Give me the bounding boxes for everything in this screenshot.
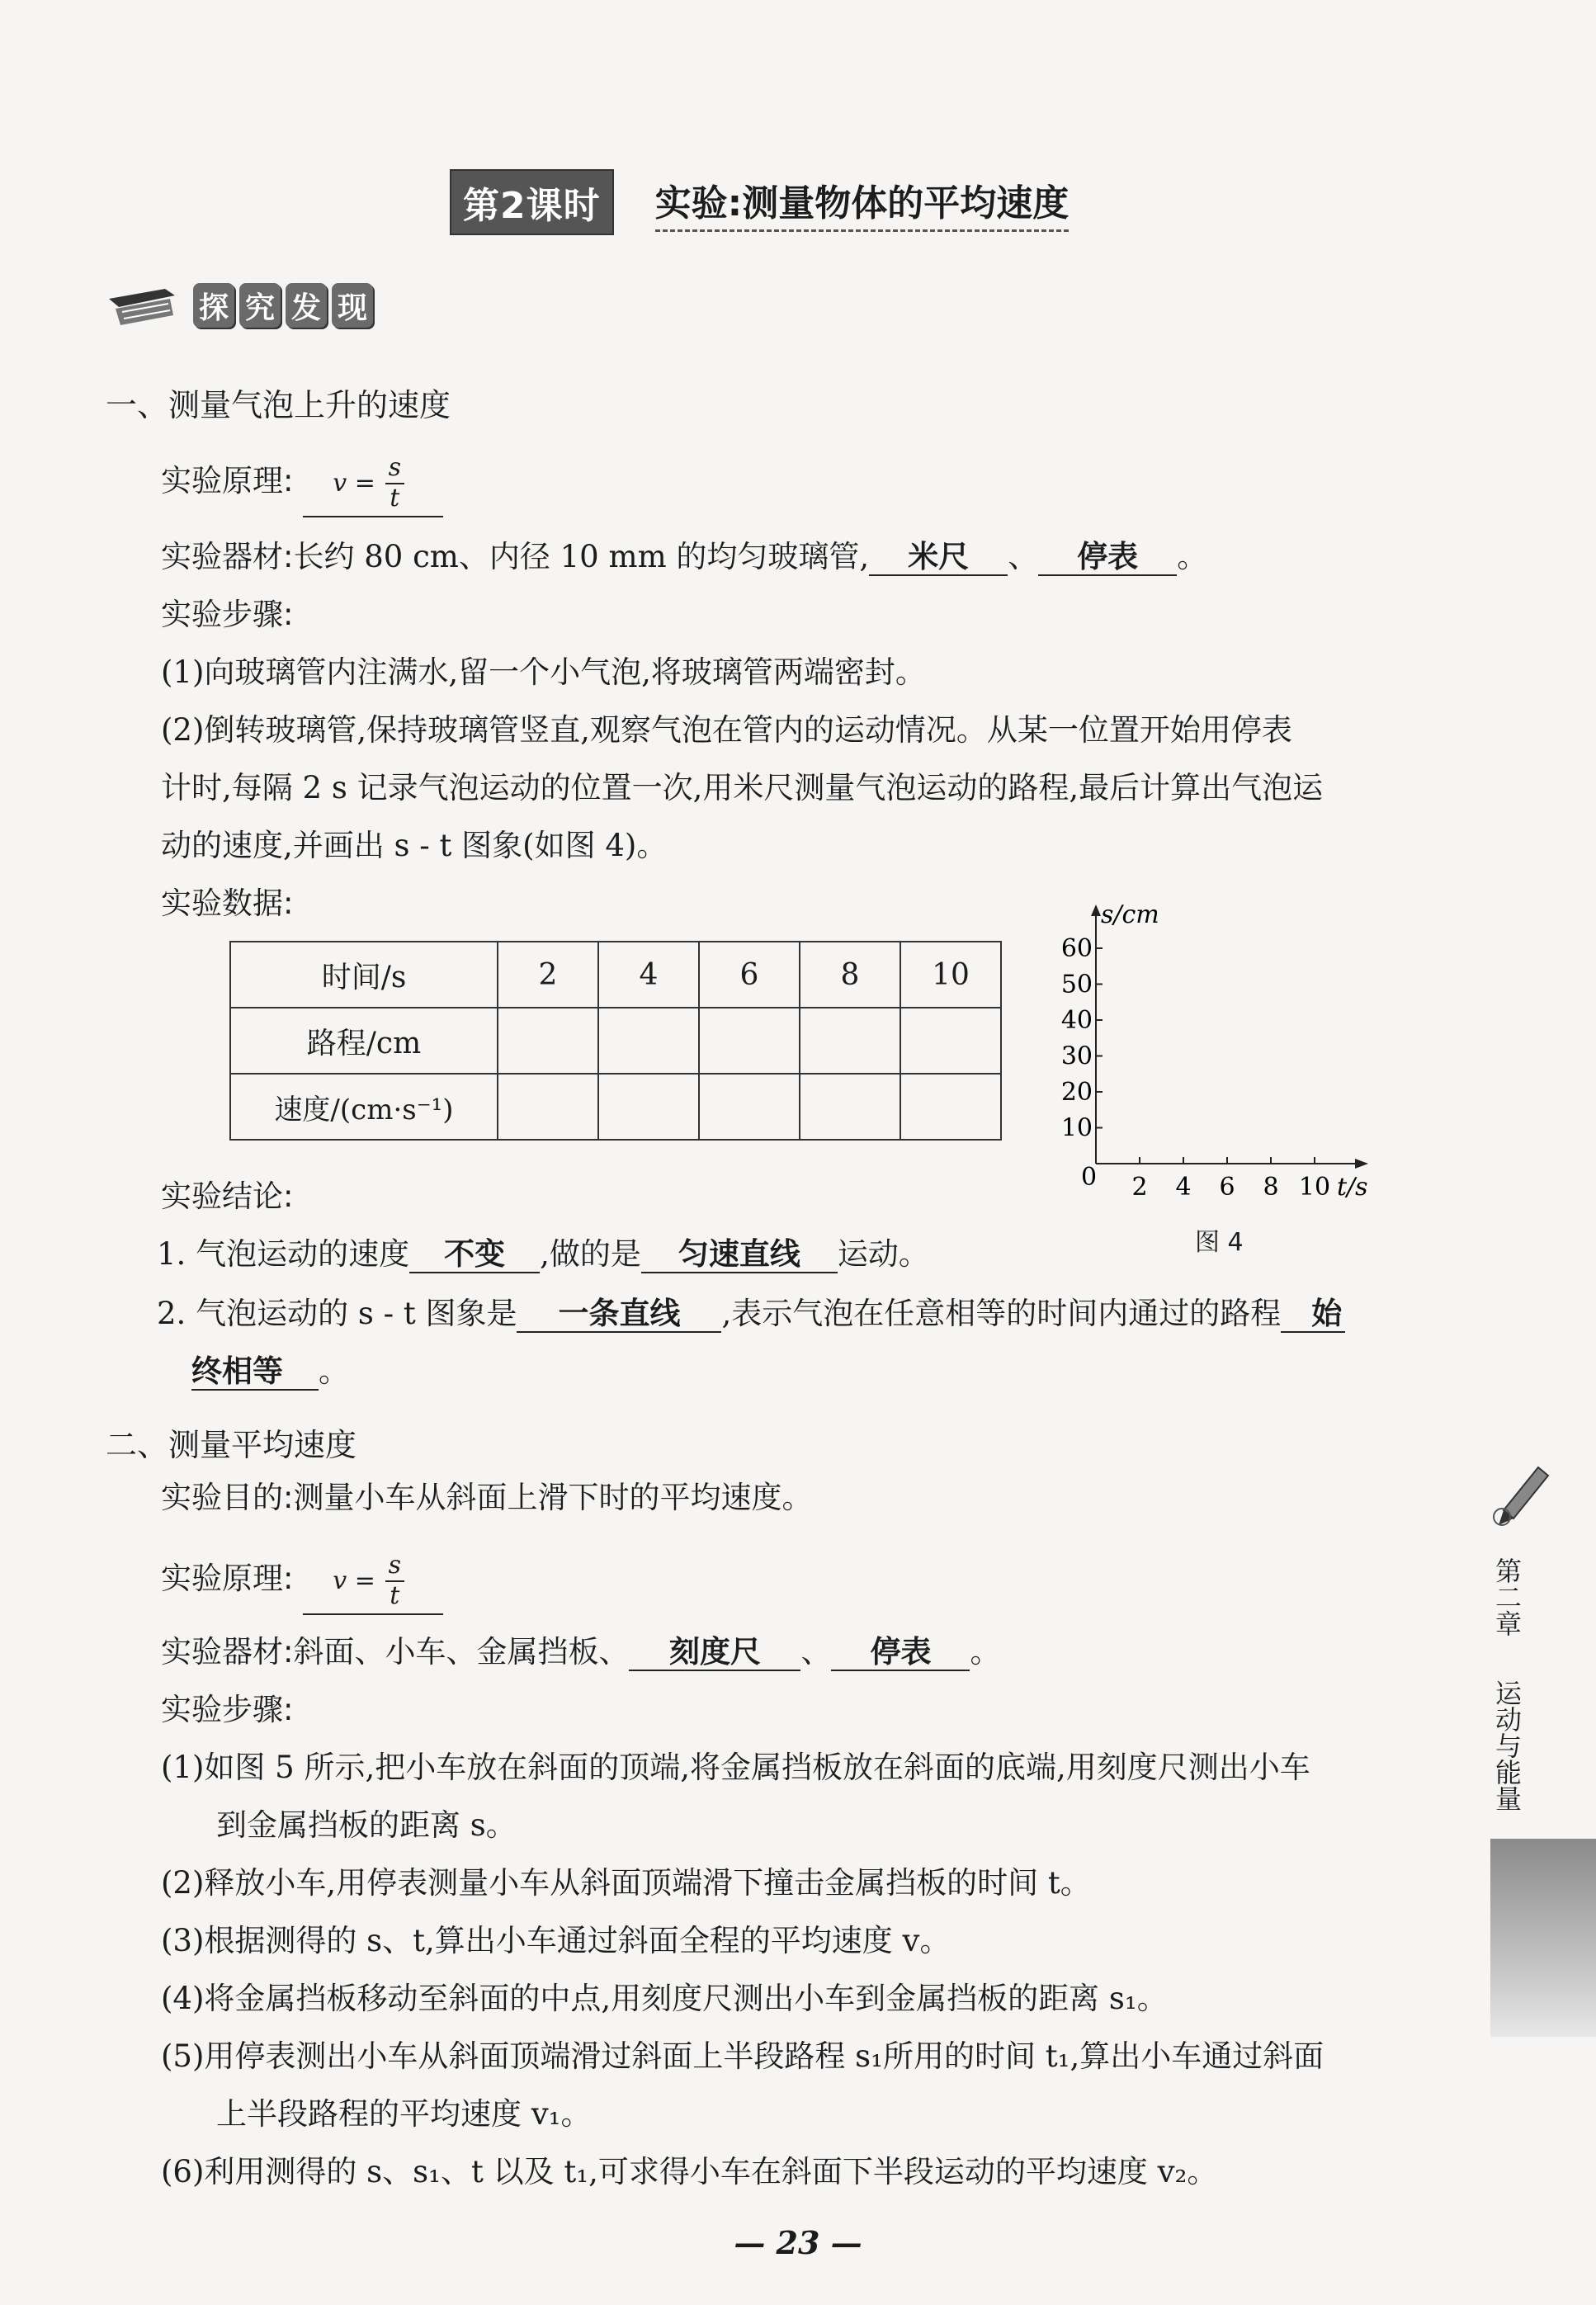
explore-char: 发: [286, 283, 327, 328]
x-axis-arrow: [1355, 1159, 1368, 1169]
sidebar-chapter: [1490, 1547, 1523, 1828]
materials-label: 实验器材:: [161, 1634, 294, 1670]
materials-label: 实验器材:: [161, 539, 294, 574]
principle-formula: [303, 454, 443, 517]
empty-cell: [498, 1074, 598, 1140]
step-text: (3)根据测得的 s、t,算出小车通过斜面全程的平均速度 v。: [161, 1923, 951, 1958]
y-tick-label: 30: [1060, 1042, 1093, 1071]
c2-post: 。: [319, 1353, 349, 1389]
x-tick-label: 10: [1298, 1173, 1331, 1202]
chapter-tab: [1490, 1839, 1596, 2037]
time-cell: 10: [900, 942, 1001, 1008]
section2-heading: 二、测量平均速度: [106, 1427, 357, 1463]
pencil-icon: [1487, 1452, 1561, 1527]
y-tick-label: 40: [1060, 1006, 1093, 1035]
conclusion-2-cont: [191, 1355, 349, 1391]
empty-cell: [800, 1008, 900, 1074]
end-mark: 。: [970, 1634, 1001, 1670]
answer-blank: 停表: [831, 1636, 970, 1671]
time-cell: 4: [598, 942, 699, 1008]
empty-cell: [598, 1008, 699, 1074]
answer-blank: 始: [1281, 1297, 1345, 1333]
lesson-title: 实验:测量物体的平均速度: [655, 173, 1070, 232]
separator: 、: [1008, 539, 1039, 574]
pen-book-icon: [107, 281, 182, 330]
row-header: 速度/(cm·s⁻¹): [230, 1074, 498, 1140]
c1-mid: ,做的是: [540, 1236, 641, 1272]
materials-text: 长约 80 cm、内径 10 mm 的均匀玻璃管,: [293, 539, 870, 574]
section1-heading: 一、测量气泡上升的速度: [106, 387, 451, 423]
section2-materials: [161, 1636, 1000, 1671]
step-text: (4)将金属挡板移动至斜面的中点,用刻度尺测出小车到金属挡板的距离 s₁。: [161, 1981, 1168, 2016]
answer-blank: 一条直线: [517, 1297, 721, 1333]
table-row: [230, 1008, 1001, 1074]
principle-formula: [303, 1552, 443, 1615]
c1-post: 运动。: [837, 1236, 929, 1272]
sidebar-chapter-text: 第二章: [1491, 1557, 1523, 1637]
answer-blank: 不变: [409, 1238, 540, 1273]
step-text: (6)利用测得的 s、s₁、t 以及 t₁,可求得小车在斜面下半段运动的平均速度 v₂。: [161, 2154, 1218, 2189]
empty-cell: [900, 1074, 1001, 1140]
step-text: 动的速度,并画出 s - t 图象(如图 4)。: [161, 828, 668, 863]
empty-cell: [598, 1074, 699, 1140]
lesson-header: [450, 169, 1069, 235]
section2-purpose: [161, 1481, 812, 1515]
formula-num: s: [385, 454, 404, 484]
x-tick-label: 6: [1219, 1173, 1235, 1202]
formula-den: t: [390, 483, 400, 512]
x-tick-label: 2: [1131, 1173, 1148, 1202]
step-text: (5)用停表测出小车从斜面顶端滑过斜面上半段路程 s₁所用的时间 t₁,算出小车通过斜面: [161, 2038, 1324, 2074]
answer-blank: 米尺: [869, 541, 1008, 576]
data-table: [229, 941, 1002, 1141]
c2-mid: ,表示气泡在任意相等的时间内通过的路程: [721, 1296, 1282, 1331]
principle-label: 实验原理:: [161, 463, 294, 498]
x-axis-label: t/s: [1337, 1173, 1368, 1202]
formula-fraction: [385, 454, 404, 512]
section1-materials: [161, 541, 1207, 576]
step-text: (2)释放小车,用停表测量小车从斜面顶端滑下撞击金属挡板的时间 t。: [161, 1865, 1091, 1901]
row-header: 时间/s: [230, 942, 498, 1008]
empty-cell: [699, 1074, 800, 1140]
formula-fraction: [385, 1552, 404, 1610]
explore-char: 现: [332, 283, 373, 328]
explore-char: 究: [239, 283, 281, 328]
conclusion-1: [157, 1238, 929, 1273]
separator: 、: [800, 1634, 832, 1670]
y-axis-label: s/cm: [1101, 900, 1159, 929]
step-text: (1)向玻璃管内注满水,留一个小气泡,将玻璃管两端密封。: [161, 654, 926, 690]
y-tick-label: 50: [1060, 970, 1093, 999]
purpose-text: 测量小车从斜面上滑下时的平均速度。: [293, 1480, 813, 1515]
answer-blank: 匀速直线: [641, 1238, 838, 1273]
answer-blank: 终相等: [191, 1355, 319, 1391]
time-cell: 6: [699, 942, 800, 1008]
c1-pre: 1. 气泡运动的速度: [157, 1236, 410, 1272]
y-tick-label: 10: [1060, 1113, 1093, 1143]
section2-principle: [161, 1552, 443, 1615]
explore-banner: [107, 281, 378, 330]
steps-label: 实验步骤:: [161, 597, 294, 632]
step-text: (1)如图 5 所示,把小车放在斜面的顶端,将金属挡板放在斜面的底端,用刻度尺测出小车: [161, 1750, 1310, 1785]
empty-cell: [498, 1008, 598, 1074]
formula-lhs: v =: [333, 469, 375, 498]
purpose-label: 实验目的:: [161, 1480, 294, 1515]
answer-blank: 停表: [1038, 541, 1177, 576]
end-mark: 。: [1177, 539, 1208, 574]
c2-pre: 2. 气泡运动的 s - t 图象是: [157, 1296, 517, 1331]
y-tick-label: 20: [1060, 1078, 1093, 1107]
formula-lhs: v =: [333, 1566, 375, 1595]
principle-label: 实验原理:: [161, 1561, 294, 1596]
conclusion-2: [157, 1297, 1345, 1333]
x-tick-label: 4: [1175, 1173, 1192, 1202]
steps-label: 实验步骤:: [161, 1692, 294, 1727]
section1-principle: [161, 454, 443, 517]
time-cell: 8: [800, 942, 900, 1008]
data-label: 实验数据:: [161, 886, 294, 921]
step-text: 计时,每隔 2 s 记录气泡运动的位置一次,用米尺测量气泡运动的路程,最后计算出气泡运: [161, 770, 1324, 805]
origin-label: 0: [1081, 1163, 1098, 1192]
step-text: 到金属挡板的距离 s。: [216, 1807, 517, 1843]
empty-cell: [699, 1008, 800, 1074]
explore-char: 探: [193, 283, 234, 328]
sidebar-topic-text: 运动与能量: [1491, 1679, 1523, 1811]
figure4-axes: [1048, 900, 1395, 1205]
lesson-badge: 第2课时: [450, 169, 614, 235]
empty-cell: [900, 1008, 1001, 1074]
y-axis-arrow: [1091, 905, 1101, 916]
step-text: 上半段路程的平均速度 v₁。: [216, 2096, 592, 2132]
time-cell: 2: [498, 942, 598, 1008]
answer-blank: 刻度尺: [629, 1636, 800, 1671]
figure4-caption: 图 4: [1195, 1228, 1244, 1257]
row-header: 路程/cm: [230, 1008, 498, 1074]
table-row: [230, 1074, 1001, 1140]
formula-num: s: [385, 1552, 404, 1582]
conclusion-label: 实验结论:: [161, 1178, 294, 1214]
y-tick-label: 60: [1060, 934, 1093, 963]
formula-den: t: [390, 1580, 400, 1610]
materials-text: 斜面、小车、金属挡板、: [293, 1634, 630, 1670]
empty-cell: [800, 1074, 900, 1140]
x-tick-label: 8: [1263, 1173, 1279, 1202]
table-row: [230, 942, 1001, 1008]
step-text: (2)倒转玻璃管,保持玻璃管竖直,观察气泡在管内的运动情况。从某一位置开始用停表: [161, 712, 1292, 748]
page-number: — 23 —: [734, 2224, 862, 2261]
